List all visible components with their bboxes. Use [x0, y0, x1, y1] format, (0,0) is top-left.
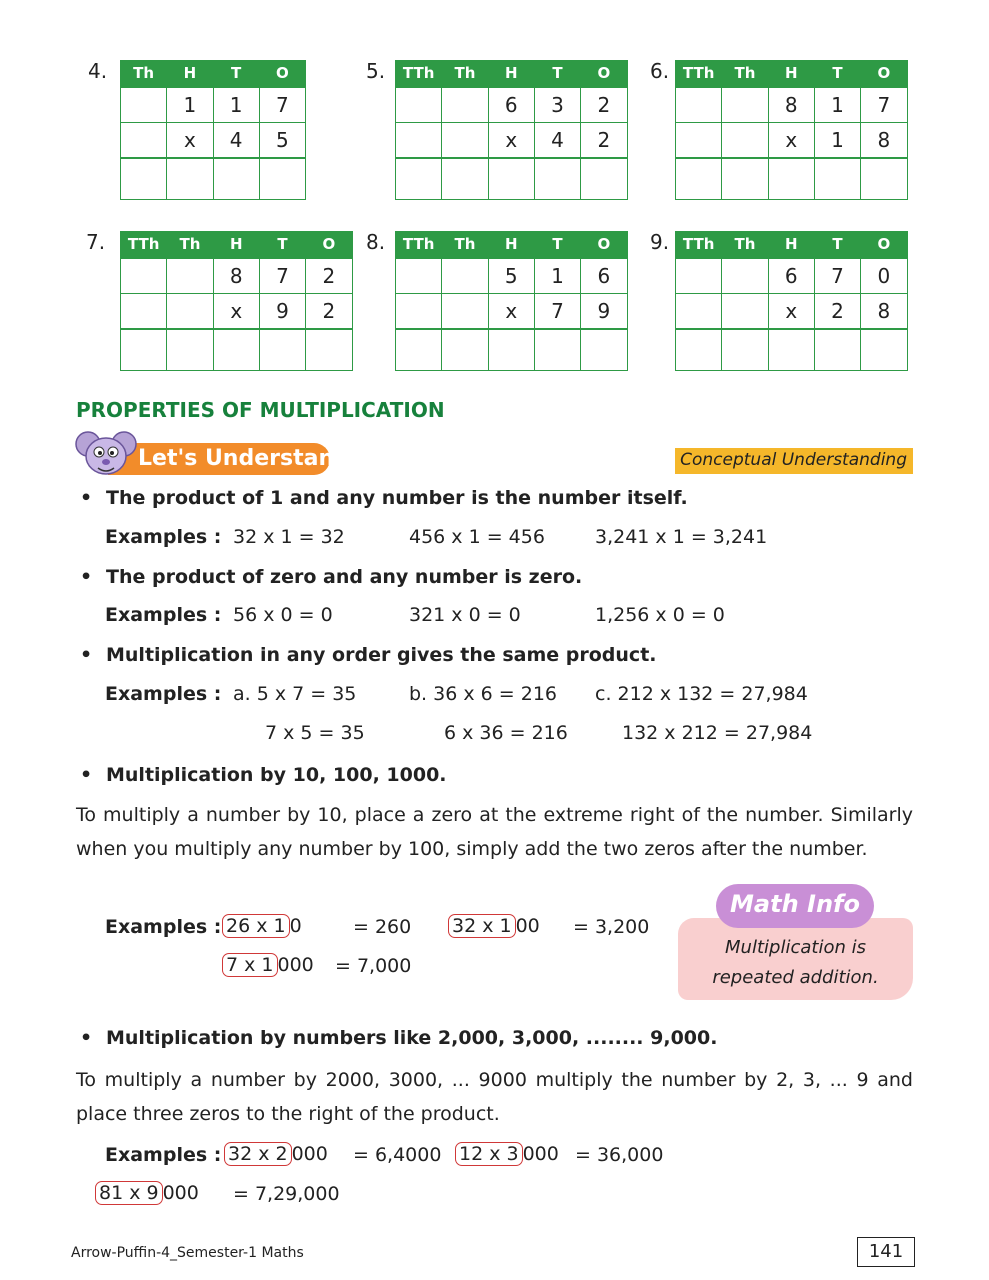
digit-cell: x — [213, 294, 259, 330]
examples-label: Examples — [105, 604, 208, 626]
exercise-number: 6. — [650, 59, 670, 83]
digit-cell: 2 — [581, 87, 627, 123]
answer-cell[interactable] — [167, 158, 213, 200]
column-header: O — [581, 61, 627, 87]
digit-cell: 3 — [534, 87, 580, 123]
digit-cell: 1 — [814, 87, 860, 123]
conceptual-understanding-tag — [675, 448, 913, 474]
result-2: = 3,200 — [573, 916, 650, 938]
example-b2: 6 x 36 = 216 — [444, 722, 568, 744]
answer-cell[interactable] — [306, 329, 352, 371]
column-header: O — [861, 61, 907, 87]
digit-cell — [396, 87, 442, 123]
digit-cell — [167, 258, 213, 294]
exercise-number: 5. — [366, 59, 386, 83]
property-2-examples: Examples : — [105, 604, 222, 626]
result-3: = 7,000 — [335, 955, 412, 977]
example-c1: c. 212 x 132 = 27,984 — [595, 683, 808, 705]
example-1 — [224, 1142, 328, 1166]
math-info-text — [678, 933, 913, 993]
column-header: O — [861, 232, 907, 258]
exercise-number: 4. — [88, 59, 108, 83]
column-header: O — [306, 232, 352, 258]
property-4-examples: Examples : — [105, 916, 222, 938]
page-number: 141 — [857, 1237, 915, 1267]
answer-cell[interactable] — [396, 329, 442, 371]
column-header: TTh — [396, 232, 442, 258]
column-header: Th — [121, 61, 167, 87]
digit-cell — [676, 294, 722, 330]
place-value-table — [120, 231, 353, 371]
column-header: T — [814, 61, 860, 87]
property-2: • The product of zero and any number is zero. — [80, 566, 583, 588]
section-title: PROPERTIES OF MULTIPLICATION — [76, 398, 445, 422]
column-header: H — [768, 61, 814, 87]
digit-cell: 6 — [768, 258, 814, 294]
column-header: T — [213, 61, 259, 87]
column-header: H — [213, 232, 259, 258]
answer-cell[interactable] — [581, 329, 627, 371]
digit-cell: x — [488, 294, 534, 330]
digit-cell: 9 — [259, 294, 305, 330]
answer-cell[interactable] — [814, 329, 860, 371]
column-header: Th — [442, 232, 488, 258]
answer-cell[interactable] — [676, 158, 722, 200]
column-header: O — [259, 61, 305, 87]
example-1 — [222, 914, 302, 938]
highlight-box: 32 x 1 — [448, 914, 516, 938]
digit-cell — [396, 294, 442, 330]
answer-cell[interactable] — [534, 158, 580, 200]
example-a1: a. 5 x 7 = 35 — [233, 683, 357, 705]
answer-cell[interactable] — [121, 158, 167, 200]
column-header: TTh — [121, 232, 167, 258]
math-info-line-1: Multiplication is — [725, 937, 866, 958]
digit-cell — [722, 87, 768, 123]
answer-cell[interactable] — [534, 329, 580, 371]
column-header: H — [768, 232, 814, 258]
trailing-zeros: 000 — [277, 954, 314, 976]
column-header: TTh — [396, 61, 442, 87]
digit-cell — [121, 87, 167, 123]
property-1: • The product of 1 and any number is the number itself. — [80, 487, 688, 509]
digit-cell — [121, 123, 167, 159]
example: 56 x 0 = 0 — [233, 604, 333, 626]
digit-cell: 6 — [581, 258, 627, 294]
property-1-examples: Examples : — [105, 526, 222, 548]
digit-cell: 8 — [861, 123, 907, 159]
digit-cell: 2 — [814, 294, 860, 330]
answer-cell[interactable] — [768, 158, 814, 200]
digit-cell — [396, 258, 442, 294]
digit-cell: 1 — [167, 87, 213, 123]
trailing-zeros: 000 — [291, 1143, 328, 1165]
column-header: T — [259, 232, 305, 258]
highlight-box: 32 x 2 — [224, 1142, 292, 1166]
result-3: = 7,29,000 — [233, 1183, 340, 1205]
examples-label: Examples — [105, 683, 208, 705]
trailing-zeros: 00 — [515, 915, 540, 937]
place-value-table — [395, 231, 628, 371]
answer-cell[interactable] — [768, 329, 814, 371]
column-header: H — [488, 61, 534, 87]
digit-cell: x — [167, 123, 213, 159]
digit-cell — [121, 258, 167, 294]
answer-cell[interactable] — [861, 158, 907, 200]
digit-cell: 5 — [488, 258, 534, 294]
example-3 — [222, 953, 314, 977]
digit-cell: x — [768, 294, 814, 330]
answer-cell[interactable] — [396, 158, 442, 200]
examples-label: Examples — [105, 1144, 208, 1166]
property-4-rule: Multiplication by 10, 100, 1000. — [106, 764, 447, 786]
property-3: • Multiplication in any order gives the same product. — [80, 644, 657, 666]
highlight-box: 26 x 1 — [222, 914, 290, 938]
trailing-zeros: 000 — [522, 1143, 559, 1165]
highlight-box: 12 x 3 — [455, 1142, 523, 1166]
property-5-rule: Multiplication by numbers like 2,000, 3,000, ........ 9,000. — [106, 1027, 718, 1049]
digit-cell — [121, 294, 167, 330]
property-2-rule: The product of zero and any number is zero. — [106, 566, 583, 588]
footer-book-title: Arrow-Puffin-4_Semester-1 Maths — [71, 1245, 304, 1261]
column-header: H — [167, 61, 213, 87]
example-b1: b. 36 x 6 = 216 — [409, 683, 557, 705]
place-value-table — [395, 60, 628, 200]
conceptual-understanding-label: Conceptual Understanding — [680, 450, 907, 470]
answer-cell[interactable] — [722, 158, 768, 200]
digit-cell — [442, 123, 488, 159]
digit-cell: 1 — [213, 87, 259, 123]
answer-cell[interactable] — [121, 329, 167, 371]
column-header: T — [534, 61, 580, 87]
column-header: T — [534, 232, 580, 258]
example-a2: 7 x 5 = 35 — [265, 722, 365, 744]
answer-cell[interactable] — [259, 329, 305, 371]
place-value-table — [675, 231, 908, 371]
example-3 — [95, 1181, 199, 1205]
digit-cell: 2 — [306, 258, 352, 294]
examples-label: Examples — [105, 916, 208, 938]
property-4: • Multiplication by 10, 100, 1000. — [80, 764, 447, 786]
example: 1,256 x 0 = 0 — [595, 604, 725, 626]
example-2 — [448, 914, 540, 938]
digit-cell: 1 — [534, 258, 580, 294]
place-value-table — [120, 60, 306, 200]
answer-cell[interactable] — [814, 158, 860, 200]
highlight-box: 81 x 9 — [95, 1181, 163, 1205]
answer-cell[interactable] — [488, 329, 534, 371]
digit-cell — [676, 258, 722, 294]
trailing-zeros: 000 — [162, 1182, 199, 1204]
examples-label: Examples — [105, 526, 208, 548]
digit-cell — [442, 294, 488, 330]
property-5-examples: Examples : — [105, 1144, 222, 1166]
digit-cell: 0 — [861, 258, 907, 294]
digit-cell — [442, 87, 488, 123]
result-1: = 260 — [353, 916, 412, 938]
answer-cell[interactable] — [676, 329, 722, 371]
place-value-table — [675, 60, 908, 200]
column-header: TTh — [676, 232, 722, 258]
digit-cell — [676, 87, 722, 123]
example: 456 x 1 = 456 — [409, 526, 545, 548]
property-1-rule: The product of 1 and any number is the number itself. — [106, 487, 688, 509]
digit-cell — [442, 258, 488, 294]
property-5: • Multiplication by numbers like 2,000, 3,000, ........ 9,000. — [80, 1027, 718, 1049]
trailing-zeros: 0 — [289, 915, 302, 937]
column-header: TTh — [676, 61, 722, 87]
mouse-mascot-icon — [74, 424, 140, 482]
exercise-number: 7. — [86, 230, 106, 254]
highlight-box: 7 x 1 — [222, 953, 278, 977]
digit-cell: x — [488, 123, 534, 159]
digit-cell: 2 — [581, 123, 627, 159]
exercise-number: 8. — [366, 230, 386, 254]
digit-cell — [167, 294, 213, 330]
answer-cell[interactable] — [442, 158, 488, 200]
digit-cell: 7 — [534, 294, 580, 330]
example-c2: 132 x 212 = 27,984 — [622, 722, 813, 744]
example-2 — [455, 1142, 559, 1166]
answer-cell[interactable] — [213, 329, 259, 371]
lets-understand-label: Let's Understand — [138, 446, 350, 471]
example: 321 x 0 = 0 — [409, 604, 521, 626]
digit-cell: 4 — [534, 123, 580, 159]
property-5-explanation: To multiply a number by 2000, 3000, ... 9000 multiply the number by 2, 3, ... 9 and place three zeros to the right of the product. — [76, 1069, 913, 1125]
answer-cell[interactable] — [167, 329, 213, 371]
answer-cell[interactable] — [442, 329, 488, 371]
property-3-examples: Examples : — [105, 683, 222, 705]
exercise-number: 9. — [650, 230, 670, 254]
column-header: Th — [442, 61, 488, 87]
digit-cell: 4 — [213, 123, 259, 159]
digit-cell — [722, 123, 768, 159]
answer-cell[interactable] — [581, 158, 627, 200]
column-header: Th — [722, 232, 768, 258]
example: 3,241 x 1 = 3,241 — [595, 526, 768, 548]
digit-cell — [676, 123, 722, 159]
digit-cell: 1 — [814, 123, 860, 159]
column-header: H — [488, 232, 534, 258]
column-header: Th — [167, 232, 213, 258]
digit-cell: 8 — [861, 294, 907, 330]
digit-cell — [722, 294, 768, 330]
digit-cell: 7 — [259, 258, 305, 294]
digit-cell: 5 — [259, 123, 305, 159]
math-info-title: Math Info — [730, 890, 860, 918]
math-info-line-2: repeated addition. — [712, 967, 879, 988]
digit-cell: x — [768, 123, 814, 159]
result-2: = 36,000 — [575, 1144, 664, 1166]
digit-cell: 8 — [213, 258, 259, 294]
answer-cell[interactable] — [722, 329, 768, 371]
digit-cell: 7 — [259, 87, 305, 123]
digit-cell: 7 — [814, 258, 860, 294]
digit-cell — [722, 258, 768, 294]
property-3-rule: Multiplication in any order gives the same product. — [106, 644, 657, 666]
digit-cell: 9 — [581, 294, 627, 330]
column-header: O — [581, 232, 627, 258]
property-4-explanation: To multiply a number by 10, place a zero at the extreme right of the number. Similarly when you multiply any number by 100, simply add the two zeros after the number. — [76, 804, 913, 860]
result-1: = 6,4000 — [353, 1144, 442, 1166]
answer-cell[interactable] — [259, 158, 305, 200]
digit-cell: 6 — [488, 87, 534, 123]
column-header: T — [814, 232, 860, 258]
column-header: Th — [722, 61, 768, 87]
digit-cell: 7 — [861, 87, 907, 123]
digit-cell: 2 — [306, 294, 352, 330]
digit-cell — [396, 123, 442, 159]
digit-cell: 8 — [768, 87, 814, 123]
example: 32 x 1 = 32 — [233, 526, 345, 548]
answer-cell[interactable] — [488, 158, 534, 200]
answer-cell[interactable] — [861, 329, 907, 371]
answer-cell[interactable] — [213, 158, 259, 200]
